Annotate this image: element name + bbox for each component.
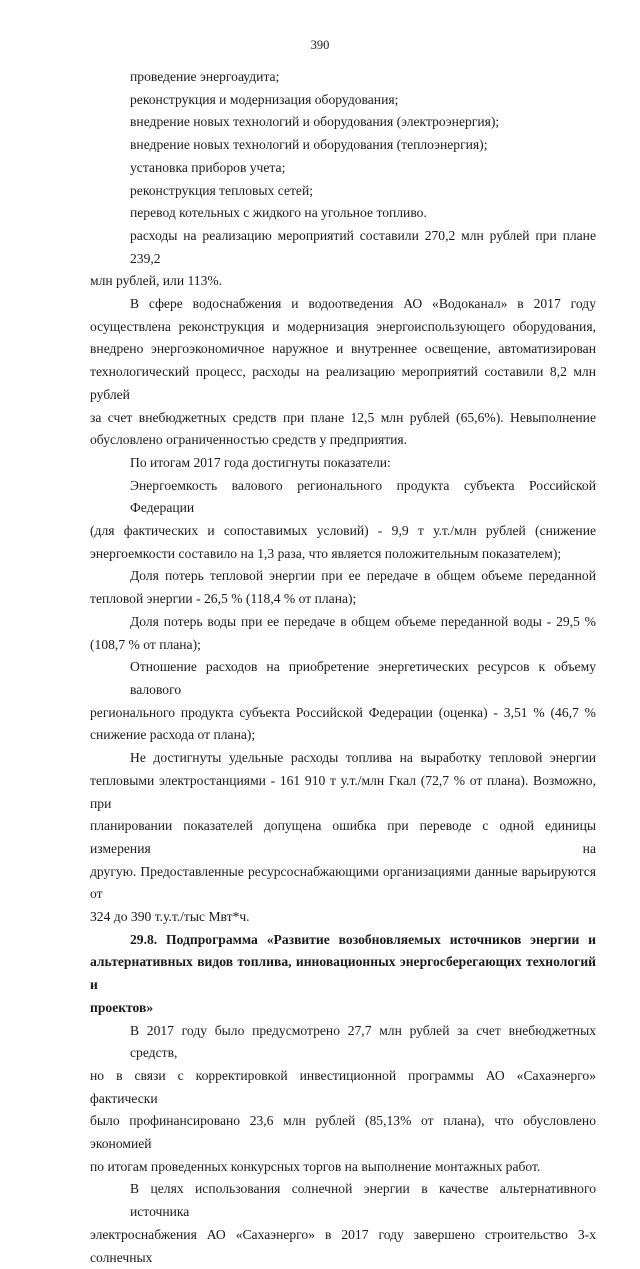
text-line: тепловыми электростанциями - 161 910 т у.т./млн Гкал (72,7 % от плана). Возможно, при	[90, 772, 596, 811]
section-heading-line: альтернативных видов топлива, инновационных энергосберегающих технологий и	[90, 954, 596, 993]
text-line: В 2017 году было предусмотрено 27,7 млн рублей за счет внебюджетных средств,	[130, 1022, 596, 1061]
text-line: Доля потерь воды при ее передаче в общем объеме переданной воды - 29,5 %	[130, 613, 596, 629]
text-line: В целях использования солнечной энергии в качестве альтернативного источника	[130, 1181, 596, 1220]
text-line: (для фактических и сопоставимых условий) - 9,9 т у.т./млн рублей (снижение	[90, 523, 596, 539]
text-line: другую. Предоставленные ресурсоснабжающими организациями данные варьируются от	[90, 863, 596, 902]
text-line: внедрение новых технологий и оборудования (электроэнергия);	[130, 114, 500, 130]
text-line: По итогам 2017 года достигнуты показатели:	[130, 454, 391, 470]
text-line: энергоемкости составило на 1,3 раза, что является положительным показателем);	[90, 545, 562, 561]
text-line: технологический процесс, расходы на реализацию мероприятий составили 8,2 млн рублей	[90, 364, 596, 402]
text-line: реконструкция тепловых сетей;	[130, 182, 314, 198]
text-line: 324 до 390 т.у.т./тыс Мвт*ч.	[90, 909, 250, 925]
section-heading-line: 29.8. Подпрограмма «Развитие возобновляемых источников энергии и	[130, 931, 596, 947]
text-line: обусловлено ограниченностью средств у предприятия.	[90, 432, 408, 448]
text-line: внедрено энергоэкономичное наружное и внутреннее освещение, автоматизирован	[90, 341, 596, 357]
text-line: снижение расхода от плана);	[90, 727, 256, 743]
text-line: электроснабжения АО «Сахаэнерго» в 2017 году завершено строительство 3-х солнечных	[90, 1226, 596, 1265]
text-line: (108,7 % от плана);	[90, 636, 201, 652]
body-text	[90, 66, 596, 1269]
text-line: расходы на реализацию мероприятий составили 270,2 млн рублей при плане 239,2	[130, 227, 596, 266]
text-line: тепловой энергии - 26,5 % (118,4 % от плана);	[90, 591, 357, 607]
text-line: реконструкция и модернизация оборудования;	[130, 91, 399, 107]
text-line: но в связи с корректировкой инвестиционной программы АО «Сахаэнерго» фактически	[90, 1067, 596, 1106]
text-line: Не достигнуты удельные расходы топлива на выработку тепловой энергии	[130, 750, 596, 766]
text-line: проведение энергоаудита;	[130, 69, 280, 84]
text-line: по итогам проведенных конкурсных торгов на выполнение монтажных работ.	[90, 1158, 541, 1174]
text-line: установка приборов учета;	[130, 159, 286, 175]
text-line: было профинансировано 23,6 млн рублей (85,13% от плана), что обусловлено экономией	[90, 1113, 596, 1152]
section-heading-line: проектов»	[90, 999, 154, 1015]
page-number: 390	[310, 38, 330, 52]
text-line: внедрение новых технологий и оборудования (теплоэнергия);	[130, 137, 488, 153]
text-line: В сфере водоснабжения и водоотведения АО «Водоканал» в 2017 году	[130, 296, 596, 312]
text-line: планировании показателей допущена ошибка при переводе с одной единицы измерения на	[90, 818, 596, 856]
text-line: регионального продукта субъекта Российской Федерации (оценка) - 3,51 % (46,7 %	[90, 704, 596, 720]
text-line: Отношение расходов на приобретение энергетических ресурсов к объему валового	[130, 659, 596, 697]
text-line: млн рублей, или 113%.	[90, 273, 223, 289]
text-line: Энергоемкость валового регионального продукта субъекта Российской Федерации	[130, 477, 596, 516]
text-line: Доля потерь тепловой энергии при ее передаче в общем объеме переданной	[130, 568, 596, 584]
text-line: перевод котельных с жидкого на угольное топливо.	[130, 205, 427, 221]
text-line: осуществлена реконструкция и модернизация энергоиспользующего оборудования,	[90, 318, 596, 334]
text-line: за счет внебюджетных средств при плане 12,5 млн рублей (65,6%). Невыполнение	[90, 409, 596, 425]
